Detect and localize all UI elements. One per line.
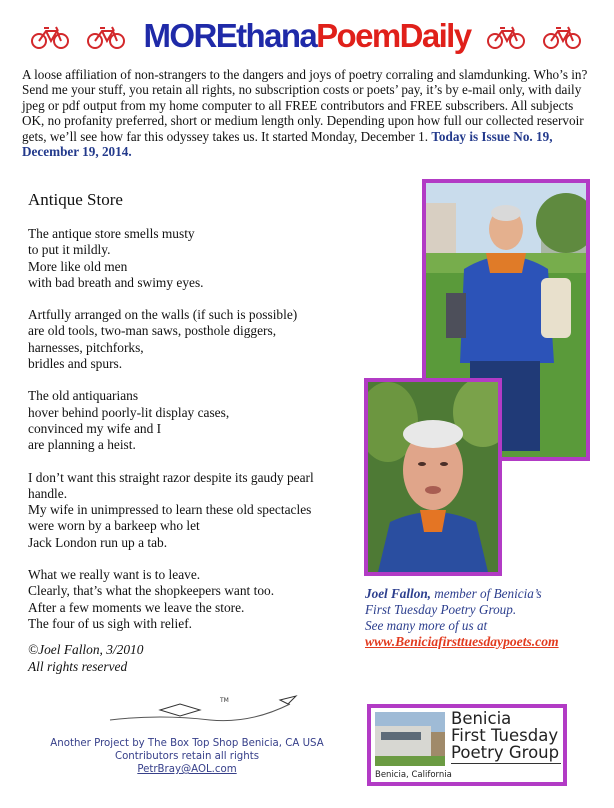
photo-caption [365,586,605,650]
caption-line-3: See many more of us at [365,618,488,633]
intro-paragraph [22,67,592,159]
poem-credit [28,642,143,675]
poem-title: Antique Store [28,190,123,209]
author-name: Joel Fallon, [365,586,431,601]
bicycle-icon [542,24,582,50]
contact-email-link[interactable]: PetrBray@AOL.com [137,764,237,775]
poem-body [28,226,358,648]
poem-line: were worn by a barkeep who let [28,518,200,534]
poem-line: handle. [28,485,68,501]
footer-credits [22,737,352,776]
stanza [28,388,358,453]
bicycle-icon [486,24,526,50]
intro-text: A loose affiliation of non-strangers to the dangers and joys of poetry corraling and slamdunking. Who’s in? Send me your stuff, you retain all rights, no subscription costs or poets’ pay, it’s by e-mail only, with daily jpeg or pdf output from my home computer to all FREE contributors and FREE subscribers. All subjects OK, no profanity preferred, short or medium length only. Depending upon how full our collected reservoir gets, we’ll see how far this odyssey takes us. It started Monday, December 1. [22,67,588,144]
bicycle-icon [30,24,70,50]
masthead [0,12,614,62]
stanza [28,226,358,291]
logo-location: Benicia, California [375,770,452,780]
logo-divider [451,762,561,764]
poem-line: The old antiquarians [28,388,139,404]
poem-line: After a few moments we leave the store. [28,599,245,615]
poem-line: Clearly, that’s what the shopkeepers want too. [28,583,275,599]
logo-line-1: Benicia [451,709,512,728]
poem-line: More like old men [28,258,128,274]
stanza [28,567,358,632]
footer-line-1: Another Project by The Box Top Shop Benicia, CA USA [50,738,324,749]
poem-line: bridles and spurs. [28,356,123,372]
poem-line: are old tools, two-man saws, posthole diggers, [28,323,277,339]
footer-line-2: Contributors retain all rights [114,751,260,762]
poem-line: Jack London run up a tab. [28,534,168,550]
poem-line: harnesses, pitchforks, [28,339,144,355]
author-photo-portrait [364,378,502,576]
poem-line: are planning a heist. [28,437,136,453]
caption-line-2: First Tuesday Poetry Group. [365,602,517,617]
stanza [28,470,358,551]
logo-text [451,710,561,764]
poem-line: I don’t want this straight razor despite its gaudy pearl [28,469,314,485]
logo-line-3: Poetry Group [451,743,560,762]
benicia-group-logo [367,704,567,786]
poem-line: to put it mildly. [28,242,111,258]
stanza [28,307,358,372]
website-link[interactable]: www.Beniciafirsttuesdaypoets.com [365,634,559,649]
building-icon [375,712,445,766]
poem-line: What we really want is to leave. [28,567,201,583]
box-top-shop-logo [100,690,300,730]
issue-line: Today is Issue No. 19, December 19, 2014. [22,128,553,160]
caption-text: member of Benicia’s [430,586,542,601]
caption-line-1 [365,586,605,602]
title-red-part: PoemDaily [316,17,471,54]
poem-line: with bad breath and swimy eyes. [28,274,204,290]
poem-line: hover behind poorly-lit display cases, [28,404,230,420]
poem-line: The antique store smells musty [28,226,195,241]
trademark-mark: TM [220,697,229,704]
copyright-line: ©Joel Fallon, 3/2010 [28,642,144,657]
title-blue-part: MOREthana [143,17,317,54]
bicycle-icon [86,24,126,50]
rights-line: All rights reserved [28,658,128,674]
poem-line: The four of us sigh with relief. [28,615,192,631]
poem-line: My wife in unimpressed to learn these old spectacles [28,502,312,518]
logo-line-2: First Tuesday [451,726,559,745]
poem-line: convinced my wife and I [28,420,162,436]
poem-line: Artfully arranged on the walls (if such is possible) [28,307,298,323]
masthead-title [130,16,484,56]
